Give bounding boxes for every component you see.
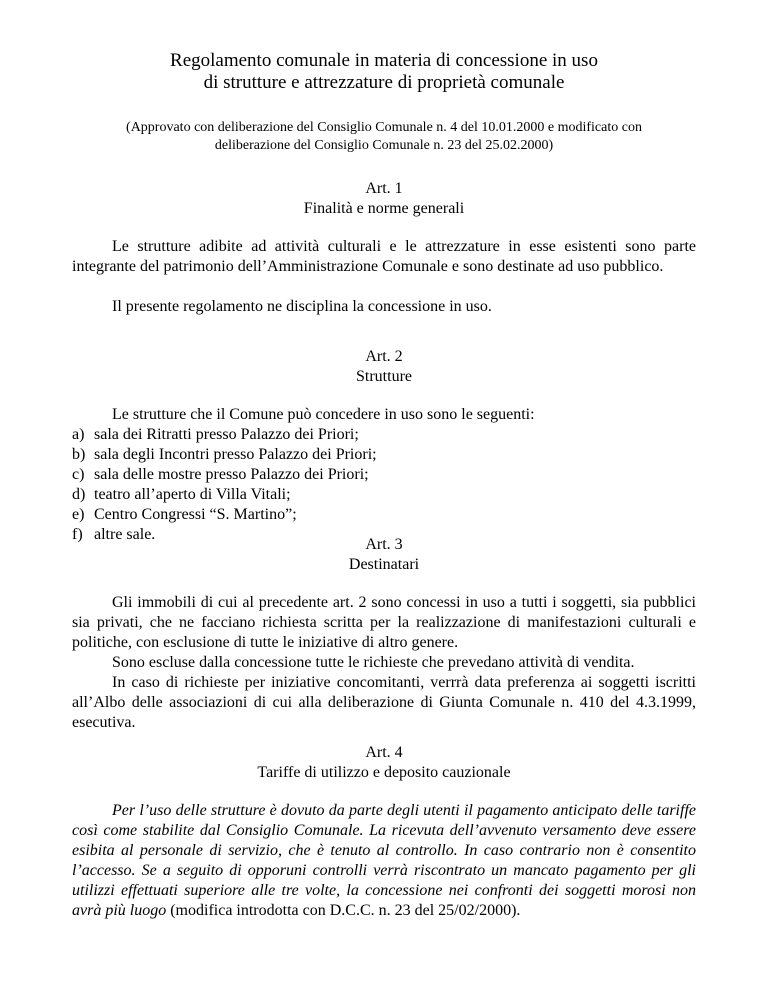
article-4-italic-text: Per l’uso delle strutture è dovuto da parte degli utenti il pagamento anticipato delle tariffe così come stabilite dal Consiglio Comunale. La ricevuta dell’avvenuto versamento deve essere esibita al personale di servizio, che è tenuto al controllo. In caso contrario non è consentito l’accesso. Se a seguito di opporuni controlli verrà riscontrato un mancato pagamento per gli utilizzi effettuati superiore alle tre volte, la concessione nei confronti dei soggetti morosi non avrà più luogo [72,802,696,919]
article-3-paragraph-2: Sono escluse dalla concessione tutte le richieste che prevedano attività di vendita. [112,654,635,671]
article-4-amendment-note: (modifica introdotta con D.C.C. n. 23 del 25/02/2000). [166,902,521,919]
list-item: d) teatro all’aperto di Villa Vitali; [72,486,291,503]
structures-list [72,425,696,545]
article-1-paragraph-1: Le strutture adibite ad attività culturali e le attrezzature in esse esistenti sono parte integrante del patrimonio dell’Amministrazione Comunale e sono destinate ad uso pubblico. [72,238,696,275]
list-item: b) sala degli Incontri presso Palazzo dei Priori; [72,446,377,463]
approval-line-1: (Approvato con deliberazione del Consiglio Comunale n. 4 del 10.01.2000 e modificato con [126,120,642,135]
approval-note [72,119,696,155]
article-1-paragraph-2: Il presente regolamento ne disciplina la concessione in uso. [112,298,492,315]
title-line-2: di strutture e attrezzature di proprietà comunale [203,72,565,93]
article-4-number: Art. 4 [365,744,403,761]
title-line-1: Regolamento comunale in materia di concessione in uso [170,50,598,71]
article-4-header [72,743,696,783]
list-item: f) altre sale. [72,526,156,543]
article-2-intro: Le strutture che il Comune può concedere in uso sono le seguenti: [112,406,535,423]
list-item: a) sala dei Ritratti presso Palazzo dei Priori; [72,426,359,443]
article-4-paragraph-1 [72,801,696,921]
article-2-header [72,347,696,387]
article-2-heading: Strutture [356,368,412,385]
article-1-number: Art. 1 [365,180,403,197]
article-1-header [72,179,696,219]
list-item: c) sala delle mostre presso Palazzo dei Priori; [72,466,369,483]
approval-line-2: deliberazione del Consiglio Comunale n. 23 del 25.02.2000) [214,138,554,153]
list-item: e) Centro Congressi “S. Martino”; [72,506,297,523]
article-3-paragraph-3: In caso di richieste per iniziative concomitanti, verrrà data preferenza ai soggetti iscritti all’Albo delle associazioni di cui alla deliberazione di Giunta Comunale n. 410 del 4.3.1999, esecutiva. [72,674,696,731]
article-1-heading: Finalità e norme generali [303,200,465,217]
article-3-header [72,535,696,575]
article-3-paragraph-1: Gli immobili di cui al precedente art. 2 sono concessi in uso a tutti i soggetti, sia pubblici sia privati, che ne facciano richiesta scritta per la realizzazione di manifestazioni culturali e politiche, con esclusione di tutte le iniziative di altro genere. [72,594,696,651]
article-3-heading: Destinatari [348,556,420,573]
document-title [72,50,696,94]
article-2-number: Art. 2 [365,348,403,365]
article-3-number: Art. 3 [365,536,403,553]
article-4-heading: Tariffe di utilizzo e deposito cauzionale [257,764,511,781]
